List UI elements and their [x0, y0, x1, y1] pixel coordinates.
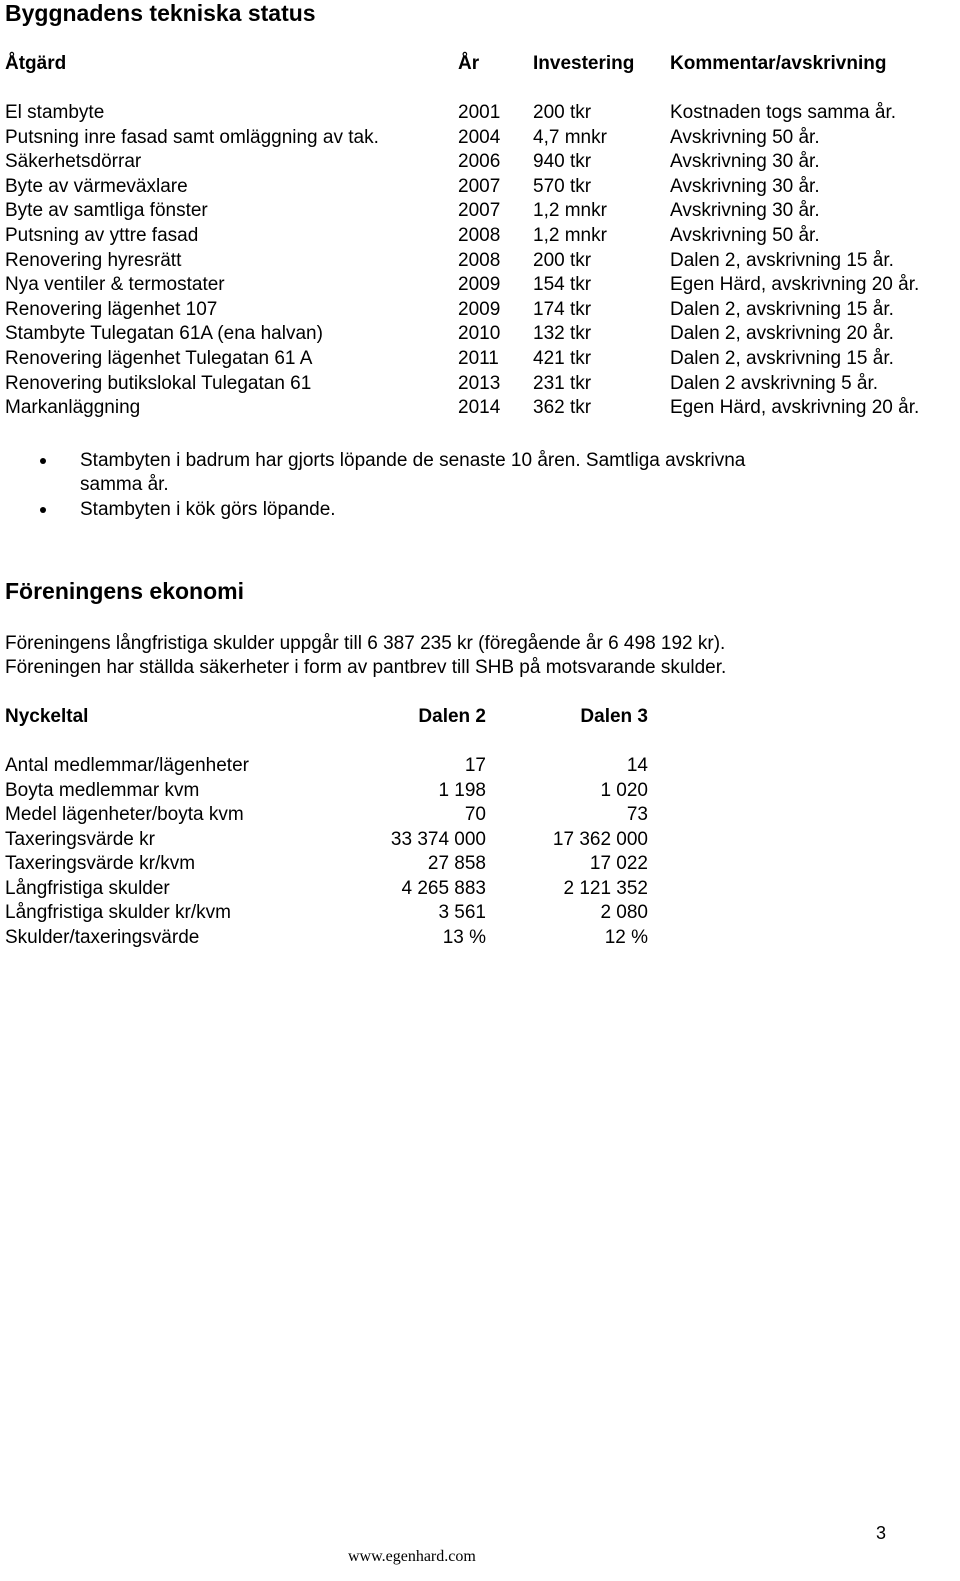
keyfigure-dalen2: 70 [464, 804, 486, 825]
keyfigure-dalen3: 73 [626, 804, 648, 825]
cell-investment: 132 tkr [533, 323, 592, 344]
cell-investment: 200 tkr [533, 102, 592, 123]
cell-year: 2010 [458, 323, 501, 344]
section-title-economy: Föreningens ekonomi [5, 578, 244, 604]
cell-comment: Avskrivning 50 år. [670, 225, 820, 246]
cell-year: 2007 [458, 200, 501, 221]
keyfigure-dalen2: 13 % [442, 927, 486, 948]
header-comment: Kommentar/avskrivning [670, 53, 887, 74]
keyfigure-label: Antal medlemmar/lägenheter [5, 755, 249, 776]
keyfigure-dalen3: 1 020 [600, 780, 648, 801]
page-number: 3 [876, 1523, 887, 1543]
cell-action: Byte av samtliga fönster [5, 200, 208, 221]
cell-year: 2001 [458, 102, 501, 123]
cell-comment: Avskrivning 50 år. [670, 127, 820, 148]
cell-year: 2014 [458, 397, 501, 418]
cell-comment: Egen Härd, avskrivning 20 år. [670, 397, 920, 418]
cell-action: Renovering lägenhet Tulegatan 61 A [5, 348, 313, 369]
keyfigure-dalen3: 2 121 352 [563, 878, 648, 899]
cell-investment: 421 tkr [533, 348, 592, 369]
cell-comment: Dalen 2, avskrivning 15 år. [670, 299, 894, 320]
cell-year: 2008 [458, 250, 501, 271]
cell-action: Byte av värmeväxlare [5, 176, 188, 197]
keyfigure-dalen3: 17 022 [589, 853, 648, 874]
keyfigure-label: Långfristiga skulder [5, 878, 170, 899]
keyfigure-dalen2: 27 858 [427, 853, 486, 874]
cell-investment: 940 tkr [533, 151, 592, 172]
cell-investment: 154 tkr [533, 274, 592, 295]
keyfigures-header-dalen3: Dalen 3 [580, 706, 648, 727]
cell-investment: 1,2 mnkr [533, 225, 607, 246]
keyfigure-dalen2: 1 198 [438, 780, 486, 801]
keyfigure-label: Skulder/taxeringsvärde [5, 927, 200, 948]
economy-paragraph-line1: Föreningens långfristiga skulder uppgår till 6 387 235 kr (föregående år 6 498 192 kr). [5, 633, 726, 654]
cell-action: Nya ventiler & termostater [5, 274, 225, 295]
keyfigure-label: Långfristiga skulder kr/kvm [5, 902, 231, 923]
cell-year: 2009 [458, 299, 501, 320]
keyfigure-dalen3: 2 080 [600, 902, 648, 923]
cell-investment: 231 tkr [533, 373, 592, 394]
cell-year: 2007 [458, 176, 501, 197]
cell-comment: Avskrivning 30 år. [670, 176, 820, 197]
cell-action: Renovering lägenhet 107 [5, 299, 218, 320]
header-year: År [458, 53, 480, 74]
cell-comment: Dalen 2, avskrivning 20 år. [670, 323, 894, 344]
bullet-2-line1: Stambyten i kök görs löpande. [80, 499, 336, 520]
keyfigure-dalen3: 12 % [604, 927, 648, 948]
cell-comment: Dalen 2 avskrivning 5 år. [670, 373, 879, 394]
bullet-icon [40, 458, 46, 464]
page-title: Byggnadens tekniska status [5, 0, 316, 26]
header-investment: Investering [533, 53, 635, 74]
cell-year: 2004 [458, 127, 501, 148]
keyfigure-label: Boyta medlemmar kvm [5, 780, 200, 801]
keyfigure-dalen2: 4 265 883 [401, 878, 486, 899]
keyfigure-label: Taxeringsvärde kr [5, 829, 155, 850]
keyfigures-header-label: Nyckeltal [5, 706, 89, 727]
cell-year: 2008 [458, 225, 501, 246]
cell-action: Renovering hyresrätt [5, 250, 182, 271]
cell-action: Säkerhetsdörrar [5, 151, 142, 172]
cell-investment: 570 tkr [533, 176, 592, 197]
keyfigure-dalen2: 3 561 [438, 902, 486, 923]
bullet-1-line1: Stambyten i badrum har gjorts löpande de senaste 10 åren. Samtliga avskrivna [80, 450, 746, 471]
cell-comment: Avskrivning 30 år. [670, 151, 820, 172]
cell-action: Putsning inre fasad samt omläggning av tak. [5, 127, 379, 148]
cell-investment: 1,2 mnkr [533, 200, 607, 221]
economy-paragraph-line2: Föreningen har ställda säkerheter i form av pantbrev till SHB på motsvarande skulder. [5, 657, 727, 678]
keyfigure-dalen2: 17 [464, 755, 486, 776]
cell-action: El stambyte [5, 102, 105, 123]
cell-investment: 4,7 mnkr [533, 127, 607, 148]
cell-action: Markanläggning [5, 397, 141, 418]
keyfigure-label: Taxeringsvärde kr/kvm [5, 853, 196, 874]
cell-investment: 362 tkr [533, 397, 592, 418]
cell-investment: 200 tkr [533, 250, 592, 271]
cell-year: 2006 [458, 151, 501, 172]
header-action: Åtgärd [5, 53, 67, 74]
cell-action: Renovering butikslokal Tulegatan 61 [5, 373, 312, 394]
cell-year: 2009 [458, 274, 501, 295]
bullet-icon [40, 507, 46, 513]
cell-year: 2011 [458, 348, 499, 369]
keyfigures-header-dalen2: Dalen 2 [418, 706, 486, 727]
keyfigure-label: Medel lägenheter/boyta kvm [5, 804, 244, 825]
keyfigure-dalen2: 33 374 000 [390, 829, 486, 850]
cell-comment: Dalen 2, avskrivning 15 år. [670, 250, 894, 271]
cell-action: Putsning av yttre fasad [5, 225, 199, 246]
cell-action: Stambyte Tulegatan 61A (ena halvan) [5, 323, 323, 344]
keyfigure-dalen3: 14 [626, 755, 648, 776]
cell-comment: Egen Härd, avskrivning 20 år. [670, 274, 920, 295]
footer-url: www.egenhard.com [348, 1548, 476, 1565]
cell-year: 2013 [458, 373, 501, 394]
cell-comment: Dalen 2, avskrivning 15 år. [670, 348, 894, 369]
keyfigure-dalen3: 17 362 000 [552, 829, 648, 850]
cell-comment: Avskrivning 30 år. [670, 200, 820, 221]
bullet-1-line2: samma år. [80, 474, 169, 495]
cell-investment: 174 tkr [533, 299, 592, 320]
cell-comment: Kostnaden togs samma år. [670, 102, 897, 123]
